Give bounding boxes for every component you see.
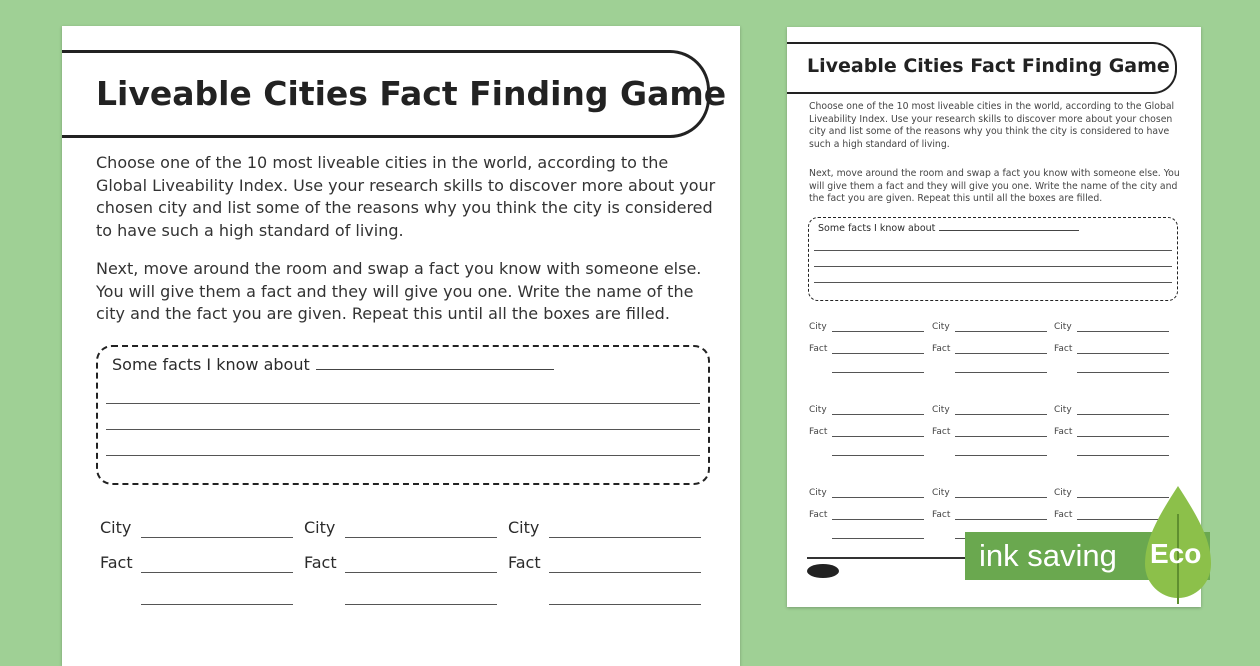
eco-label: Eco bbox=[1150, 538, 1202, 569]
city-line bbox=[1077, 414, 1169, 415]
city-fact-entry bbox=[809, 322, 931, 372]
writing-line bbox=[106, 429, 700, 430]
city-fact-entry bbox=[809, 405, 931, 455]
city-fact-entry bbox=[809, 488, 931, 538]
logo-icon bbox=[807, 564, 839, 578]
fact-label: Fact bbox=[304, 553, 337, 572]
instructions-paragraph-1: Choose one of the 10 most liveable cities in the world, according to the Global Liveability Index. Use your research skills to discover more about your chosen city and list some of the reasons why you think the city is considered to have such a high standard of living. bbox=[809, 101, 1175, 150]
writing-line bbox=[106, 455, 700, 456]
city-label: City bbox=[508, 518, 540, 537]
city-line bbox=[832, 331, 924, 332]
writing-line bbox=[814, 266, 1172, 267]
city-line bbox=[955, 331, 1047, 332]
fact-label: Fact bbox=[809, 427, 828, 437]
city-fact-entry bbox=[508, 518, 713, 608]
fact-label: Fact bbox=[809, 344, 828, 354]
ink-saving-badge bbox=[965, 484, 1230, 614]
city-line bbox=[345, 537, 497, 538]
city-line bbox=[549, 537, 701, 538]
fact-line bbox=[832, 455, 924, 456]
fact-line bbox=[345, 604, 497, 605]
worksheet-preview-large bbox=[62, 26, 740, 666]
footer-rule bbox=[807, 557, 977, 559]
badge-text: ink saving bbox=[979, 538, 1117, 573]
fact-label: Fact bbox=[508, 553, 541, 572]
fact-line bbox=[549, 604, 701, 605]
writing-line bbox=[814, 282, 1172, 283]
city-line bbox=[141, 537, 293, 538]
title-banner bbox=[62, 50, 727, 138]
city-label: City bbox=[809, 405, 827, 415]
worksheet-title: Liveable Cities Fact Finding Game bbox=[807, 55, 1170, 77]
city-fact-entry bbox=[932, 322, 1054, 372]
writing-line bbox=[814, 250, 1172, 251]
city-line bbox=[955, 414, 1047, 415]
fact-line bbox=[955, 455, 1047, 456]
fact-label: Fact bbox=[932, 427, 951, 437]
fact-line bbox=[832, 353, 924, 354]
city-label: City bbox=[1054, 488, 1072, 498]
title-banner bbox=[787, 42, 1177, 94]
fact-line bbox=[1077, 455, 1169, 456]
city-name-blank bbox=[316, 369, 554, 370]
instructions-paragraph-2: Next, move around the room and swap a fact you know with someone else. You will give them a fact and they will give you one. Write the name of the city and the fact you are given. Repeat this until all the boxes are filled. bbox=[809, 168, 1180, 205]
city-label: City bbox=[809, 322, 827, 332]
city-line bbox=[1077, 331, 1169, 332]
fact-label: Fact bbox=[1054, 510, 1073, 520]
fact-line bbox=[141, 604, 293, 605]
city-line bbox=[832, 414, 924, 415]
facts-label: Some facts I know about bbox=[112, 355, 554, 374]
fact-line bbox=[1077, 436, 1169, 437]
fact-line bbox=[955, 372, 1047, 373]
fact-line bbox=[549, 572, 701, 573]
city-label: City bbox=[932, 405, 950, 415]
fact-line bbox=[832, 538, 924, 539]
city-label: City bbox=[1054, 405, 1072, 415]
city-label: City bbox=[304, 518, 336, 537]
fact-label: Fact bbox=[932, 344, 951, 354]
fact-line bbox=[832, 372, 924, 373]
fact-line bbox=[955, 436, 1047, 437]
fact-line bbox=[832, 436, 924, 437]
fact-line bbox=[1077, 353, 1169, 354]
city-label: City bbox=[100, 518, 132, 537]
fact-line bbox=[141, 572, 293, 573]
worksheet-title: Liveable Cities Fact Finding Game bbox=[96, 74, 727, 113]
fact-label: Fact bbox=[1054, 427, 1073, 437]
city-fact-entry bbox=[100, 518, 305, 608]
city-fact-entry bbox=[304, 518, 509, 608]
fact-label: Fact bbox=[932, 510, 951, 520]
instructions-paragraph-1: Choose one of the 10 most liveable cities in the world, according to the Global Liveability Index. Use your research skills to discover more about your chosen city and list some of the reasons why you think the city is considered to have such a high standard of living. bbox=[96, 153, 716, 240]
facts-label: Some facts I know about bbox=[818, 223, 1079, 234]
fact-line bbox=[832, 519, 924, 520]
city-line bbox=[832, 497, 924, 498]
city-fact-entry bbox=[1054, 405, 1176, 455]
fact-label: Fact bbox=[100, 553, 133, 572]
city-fact-entry bbox=[932, 405, 1054, 455]
city-label: City bbox=[932, 322, 950, 332]
fact-label: Fact bbox=[809, 510, 828, 520]
fact-line bbox=[1077, 372, 1169, 373]
facts-box bbox=[96, 345, 710, 485]
fact-line bbox=[345, 572, 497, 573]
instructions-paragraph-2: Next, move around the room and swap a fact you know with someone else. You will give them a fact and they will give you one. Write the name of the city and the fact you are given. Repeat this until all the boxes are filled. bbox=[96, 259, 702, 324]
city-label: City bbox=[932, 488, 950, 498]
city-label: City bbox=[1054, 322, 1072, 332]
city-label: City bbox=[809, 488, 827, 498]
city-fact-entry bbox=[1054, 322, 1176, 372]
facts-box bbox=[808, 217, 1178, 301]
city-name-blank bbox=[939, 230, 1079, 231]
fact-label: Fact bbox=[1054, 344, 1073, 354]
fact-line bbox=[955, 353, 1047, 354]
writing-line bbox=[106, 403, 700, 404]
